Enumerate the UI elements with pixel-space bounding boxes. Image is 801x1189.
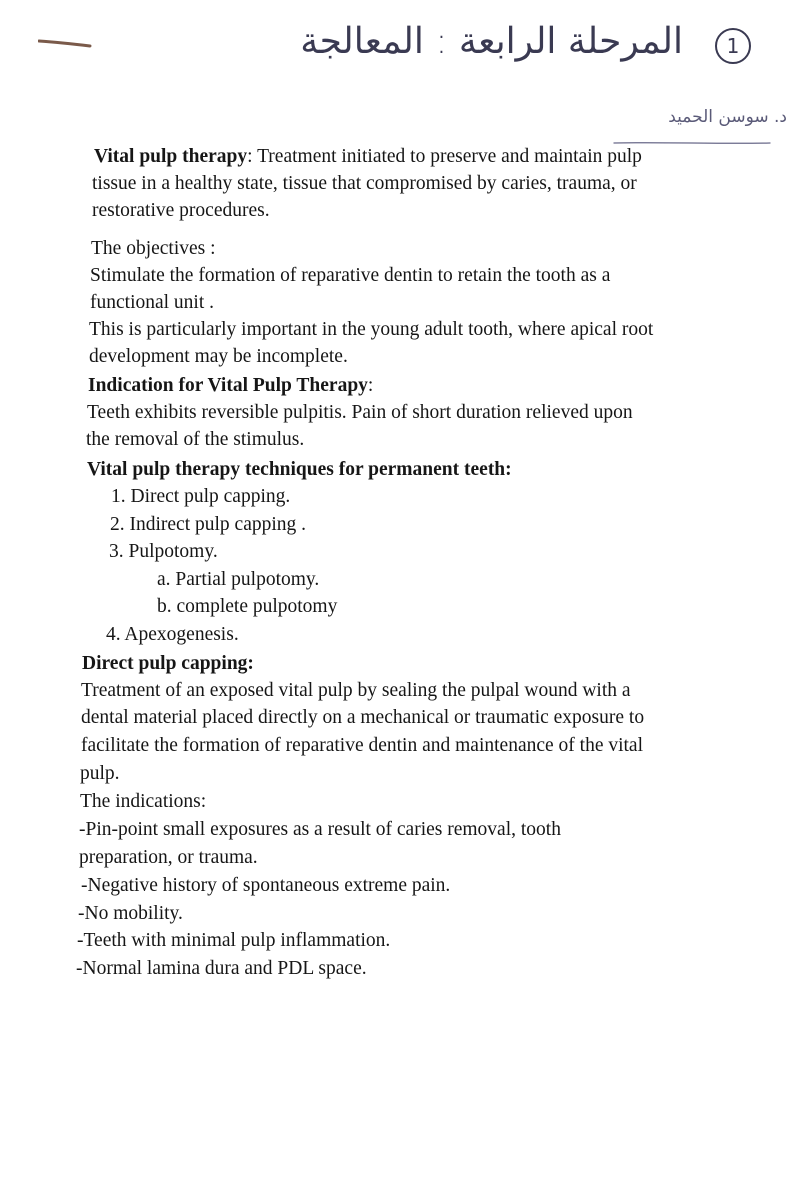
dpc-indication-item: -Pin-point small exposures as a result of caries removal, tooth xyxy=(79,819,561,840)
technique-item: 1. Direct pulp capping. xyxy=(111,486,291,507)
dpc-line: Treatment of an exposed vital pulp by sealing the pulpal wound with a xyxy=(81,680,631,701)
objectives-line: Stimulate the formation of reparative dentin to retain the tooth as a xyxy=(90,265,611,286)
indication-line: Teeth exhibits reversible pulpitis. Pain of short duration relieved upon xyxy=(87,402,633,423)
indication-heading: Indication for Vital Pulp Therapy xyxy=(88,375,368,396)
vpt-definition-text: : Treatment initiated to preserve and maintain pulp xyxy=(247,146,642,167)
page-number-circle: 1 xyxy=(715,28,751,64)
indication-line: the removal of the stimulus. xyxy=(86,429,305,450)
objectives-line: development may be incomplete. xyxy=(89,346,348,367)
vpt-definition-line xyxy=(94,143,642,171)
dpc-line: pulp. xyxy=(80,763,120,784)
pen-stroke-mark xyxy=(38,38,92,48)
dpc-indications-heading: The indications: xyxy=(80,791,207,812)
technique-subitem: b. complete pulpotomy xyxy=(157,596,338,617)
techniques-heading: Vital pulp therapy techniques for permanent teeth: xyxy=(87,459,512,480)
dpc-indication-item: -No mobility. xyxy=(78,903,183,924)
technique-subitem: a. Partial pulpotomy. xyxy=(157,569,320,590)
dpc-indication-item: -Negative history of spontaneous extreme pain. xyxy=(81,875,451,896)
indication-colon: : xyxy=(367,375,374,396)
vpt-definition-line: restorative procedures. xyxy=(92,200,270,221)
vpt-definition-line: tissue in a healthy state, tissue that compromised by caries, trauma, or xyxy=(92,173,637,194)
technique-item: 2. Indirect pulp capping . xyxy=(110,514,307,535)
technique-item: 4. Apexogenesis. xyxy=(106,624,239,645)
technique-item: 3. Pulpotomy. xyxy=(109,541,218,562)
vpt-term: Vital pulp therapy xyxy=(94,146,248,167)
dpc-line: dental material placed directly on a mechanical or traumatic exposure to xyxy=(81,707,645,728)
handwritten-author: د. سوسن الحميد xyxy=(668,107,787,127)
dpc-indication-item: -Teeth with minimal pulp inflammation. xyxy=(77,930,391,951)
objectives-line: This is particularly important in the young adult tooth, where apical root xyxy=(89,319,654,340)
dpc-heading: Direct pulp capping: xyxy=(82,653,254,674)
dpc-indication-item: preparation, or trauma. xyxy=(79,847,258,868)
objectives-heading: The objectives : xyxy=(91,238,216,259)
dpc-line: facilitate the formation of reparative dentin and maintenance of the vital xyxy=(81,735,644,756)
objectives-line: functional unit . xyxy=(90,292,215,313)
indication-heading-line xyxy=(88,372,373,400)
dpc-indication-item: -Normal lamina dura and PDL space. xyxy=(76,958,367,979)
handwritten-title: المرحلة الرابعة : المعالجة xyxy=(300,21,683,62)
